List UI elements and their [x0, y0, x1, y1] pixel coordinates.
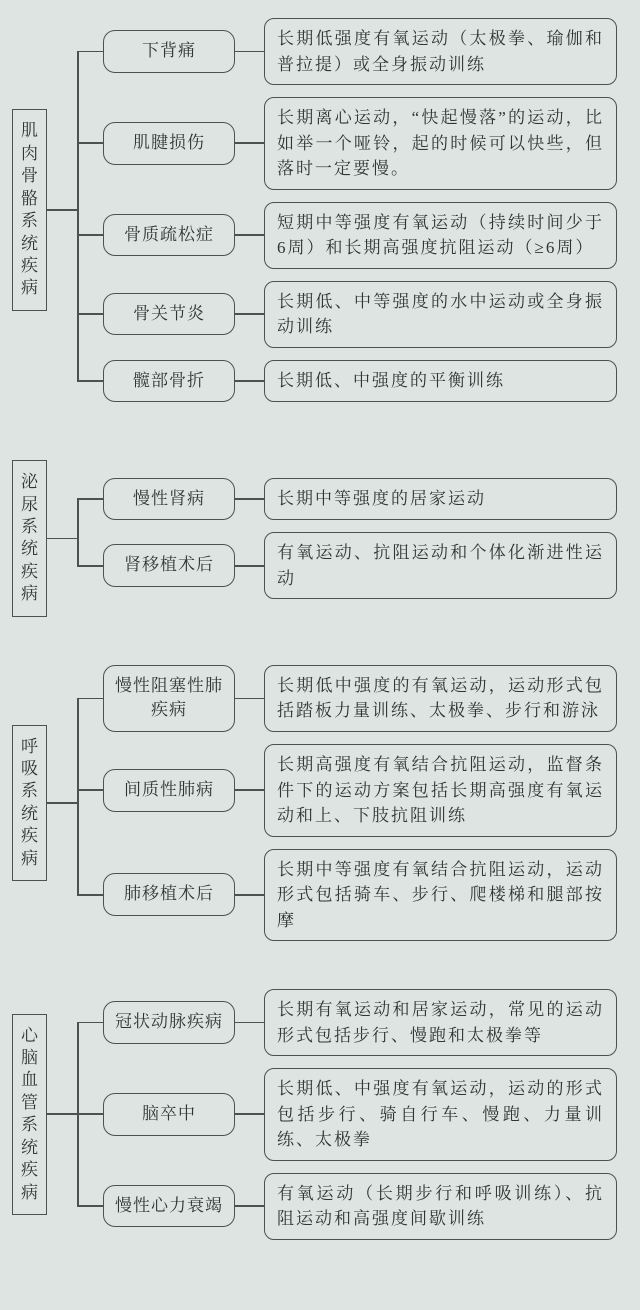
disease-treatment-connector: [235, 380, 264, 382]
diagram-row: [77, 354, 617, 409]
section-cardiocerebrovascular: [12, 983, 617, 1246]
system-connector: [47, 538, 77, 540]
diagram-row: [77, 91, 617, 196]
trunk-connector-bottom: [77, 790, 79, 842]
branch-rows: [77, 12, 617, 408]
disease-node: 慢性心力衰竭: [103, 1185, 235, 1228]
disease-node: 间质性肺病: [103, 769, 235, 812]
treatment-node: 长期中等强度有氧结合抗阻运动，运动形式包括骑车、步行、爬楼梯和腿部按摩: [264, 849, 617, 942]
disease-node: 肺移植术后: [103, 873, 235, 916]
system-connector: [47, 209, 77, 211]
treatment-node: 长期低中强度的有氧运动，运动形式包括踏板力量训练、太极拳、步行和游泳: [264, 665, 617, 732]
branch-connector: [77, 565, 103, 567]
diagram-row: [77, 472, 617, 527]
disease-node: 下背痛: [103, 30, 235, 73]
trunk-connector-bottom: [77, 52, 79, 92]
branch-rows: [77, 659, 617, 947]
system-label: 肌肉骨骼系统疾病: [12, 109, 47, 311]
trunk-connector-bottom: [77, 1114, 79, 1166]
trunk-connector-top: [77, 738, 79, 790]
section-urinary: [12, 460, 617, 617]
branch-connector: [77, 1113, 103, 1115]
diagram-row: [77, 738, 617, 843]
diagram-row: [77, 659, 617, 738]
diagram-row: [77, 1062, 617, 1167]
disease-treatment-connector: [235, 1205, 264, 1207]
treatment-node: 长期高强度有氧结合抗阻运动，监督条件下的运动方案包括长期高强度有氧运动和上、下肢抗阻训练: [264, 744, 617, 837]
treatment-node: 长期低、中强度有氧运动，运动的形式包括步行、骑自行车、慢跑、力量训练、太极拳: [264, 1068, 617, 1161]
treatment-node: 长期低、中等强度的水中运动或全身振动训练: [264, 281, 617, 348]
disease-node: 脑卒中: [103, 1093, 235, 1136]
treatment-node: 长期离心运动，“快起慢落”的运动，比如举一个哑铃，起的时候可以快些，但落时一定要慢。: [264, 97, 617, 190]
trunk-connector-top: [77, 843, 79, 895]
disease-node: 慢性阻塞性肺疾病: [103, 665, 235, 732]
system-label: 泌尿系统疾病: [12, 460, 47, 617]
disease-treatment-connector: [235, 498, 264, 500]
branch-connector: [77, 698, 103, 700]
branch-connector: [77, 789, 103, 791]
diagram-row: [77, 196, 617, 275]
diagram-row: [77, 275, 617, 354]
section-respiratory: [12, 659, 617, 947]
branch-connector: [77, 142, 103, 144]
system-connector: [47, 802, 77, 804]
branch-connector: [77, 1022, 103, 1024]
treatment-node: 长期低、中强度的平衡训练: [264, 360, 617, 402]
branch-connector: [77, 894, 103, 896]
disease-node: 冠状动脉疾病: [103, 1001, 235, 1044]
treatment-node: 有氧运动（长期步行和呼吸训练）、抗阻运动和高强度间歇训练: [264, 1173, 617, 1240]
trunk-connector-bottom: [77, 499, 79, 526]
trunk-connector-top: [77, 354, 79, 381]
disease-treatment-connector: [235, 1022, 264, 1024]
disease-node: 髋部骨折: [103, 360, 235, 403]
disease-node: 骨关节炎: [103, 293, 235, 336]
treatment-node: 长期低强度有氧运动（太极拳、瑜伽和普拉提）或全身振动训练: [264, 18, 617, 85]
diagram-row: [77, 12, 617, 91]
trunk-connector-top: [77, 1062, 79, 1114]
trunk-connector-top: [77, 526, 79, 566]
branch-connector: [77, 380, 103, 382]
disease-treatment-connector: [235, 313, 264, 315]
disease-treatment-connector: [235, 234, 264, 236]
diagram-row: [77, 983, 617, 1062]
disease-node: 骨质疏松症: [103, 214, 235, 257]
trunk-connector-top: [77, 1167, 79, 1207]
section-musculoskeletal: [12, 12, 617, 408]
treatment-node: 有氧运动、抗阻运动和个体化渐进性运动: [264, 532, 617, 599]
trunk-connector-bottom: [77, 314, 79, 354]
disease-treatment-connector: [235, 698, 264, 700]
treatment-node: 长期有氧运动和居家运动，常见的运动形式包括步行、慢跑和太极拳等: [264, 989, 617, 1056]
disease-treatment-connector: [235, 51, 264, 53]
branch-connector: [77, 234, 103, 236]
system-label: 心脑血管系统疾病: [12, 1014, 47, 1216]
branch-connector: [77, 313, 103, 315]
disease-treatment-connector: [235, 565, 264, 567]
trunk-connector-bottom: [77, 698, 79, 738]
disease-treatment-connector: [235, 142, 264, 144]
system-connector: [47, 1113, 77, 1115]
diagram-row: [77, 1167, 617, 1246]
branch-rows: [77, 472, 617, 606]
treatment-node: 短期中等强度有氧运动（持续时间少于6周）和长期高强度抗阻运动（≥6周）: [264, 202, 617, 269]
diagram-row: [77, 843, 617, 948]
trunk-connector-bottom: [77, 235, 79, 275]
trunk-connector-bottom: [77, 143, 79, 195]
treatment-node: 长期中等强度的居家运动: [264, 478, 617, 520]
branch-connector: [77, 1205, 103, 1207]
branch-connector: [77, 498, 103, 500]
disease-treatment-connector: [235, 789, 264, 791]
disease-node: 肾移植术后: [103, 544, 235, 587]
trunk-connector-top: [77, 91, 79, 143]
trunk-connector-top: [77, 275, 79, 315]
branch-rows: [77, 983, 617, 1246]
system-label: 呼吸系统疾病: [12, 725, 47, 882]
branch-connector: [77, 51, 103, 53]
disease-treatment-connector: [235, 1113, 264, 1115]
diagram-row: [77, 526, 617, 605]
trunk-connector-bottom: [77, 1023, 79, 1063]
trunk-connector-top: [77, 196, 79, 236]
disease-node: 肌腱损伤: [103, 122, 235, 165]
disease-node: 慢性肾病: [103, 478, 235, 521]
disease-treatment-connector: [235, 894, 264, 896]
